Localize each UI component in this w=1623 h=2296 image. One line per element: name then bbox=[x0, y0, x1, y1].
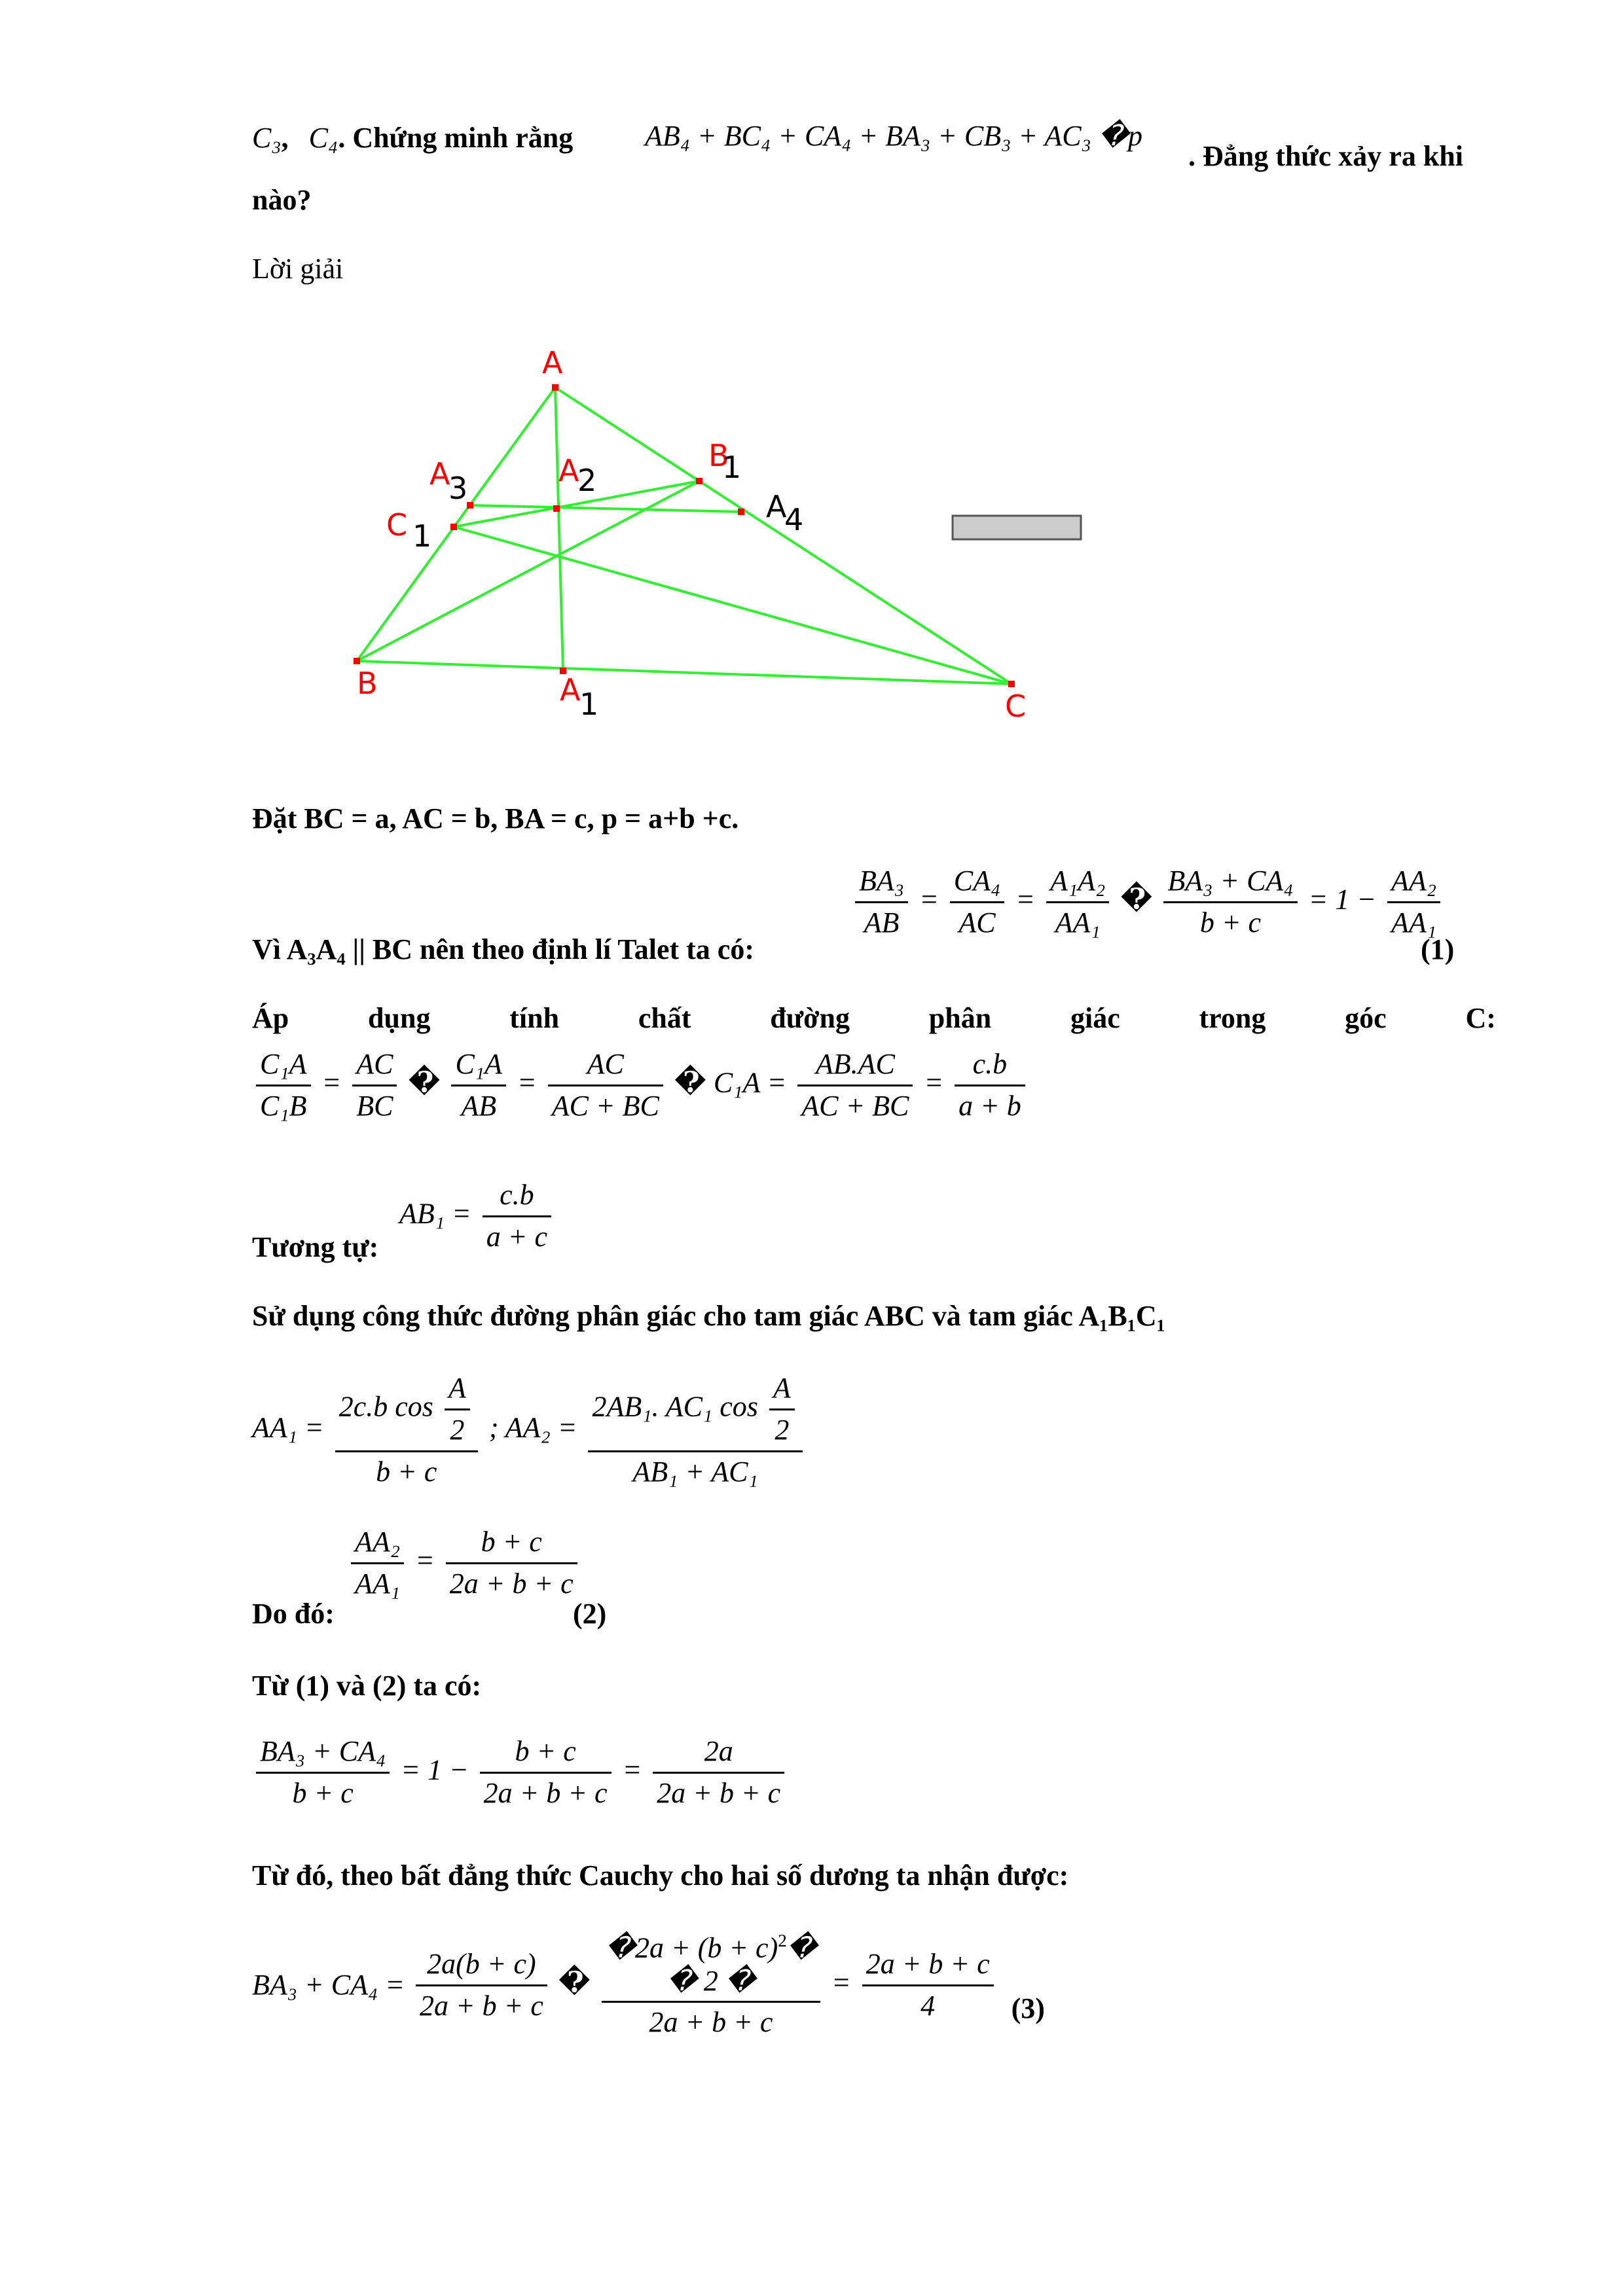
label-a4: A bbox=[766, 489, 787, 524]
label-c1: C bbox=[386, 507, 408, 543]
from-1-2: Từ (1) và (2) ta có: bbox=[252, 1670, 482, 1702]
side-ac bbox=[555, 387, 1012, 684]
geometry-figure bbox=[0, 0, 1623, 785]
bisector-line: Áp dụng tính chất đường phân giác trong góc C: bbox=[252, 1002, 1496, 1034]
prove-text: . Chứng minh rằng bbox=[338, 122, 574, 154]
setup-line: Đặt BC = a, AC = b, BA = c, p = a+b +c. bbox=[252, 802, 739, 834]
bisector-aa1 bbox=[555, 387, 563, 671]
label-a1: A bbox=[560, 672, 581, 708]
label-b1: B bbox=[708, 438, 729, 473]
label-c: C bbox=[1005, 689, 1027, 724]
figure-points bbox=[354, 384, 1015, 687]
gray-box bbox=[953, 516, 1081, 539]
question-end: nào? bbox=[252, 184, 312, 216]
label-a2-sub: 2 bbox=[577, 463, 597, 498]
segment-a3a4 bbox=[470, 505, 741, 512]
c4-symbol: C₄ bbox=[308, 122, 338, 154]
c3-symbol: C₃ bbox=[252, 122, 282, 154]
dodo-equation: $\frac{\text{AA₂}}{\text{AA₁}}$ = $\frac{b + c}{2a + b + c}$ bbox=[347, 1525, 581, 1602]
similar-label: Tương tự: bbox=[252, 1231, 379, 1263]
bisector-bb1 bbox=[357, 481, 699, 661]
equality-question: . Đẳng thức xảy ra khi bbox=[1188, 140, 1463, 172]
header-formula: AB₄ + BC₄ + CA₄ + BA₃ + CB₃ + AC₃ �p bbox=[645, 120, 1142, 152]
label-c1-sub: 1 bbox=[412, 518, 432, 554]
dodo-label: Do đó: bbox=[252, 1598, 335, 1630]
eq-number-2: (2) bbox=[573, 1598, 607, 1630]
ratio-equation: $\frac{\text{BA₃ + CA₄}}{b + c}$ = 1 − $\frac{b + c}{2a + b + c}$ = $\frac{2a}{2a + b + c}$ bbox=[252, 1734, 788, 1811]
bisector-equation: $\frac{\text{C₁A}}{\text{C₁B}}$ = $\frac{AC}{BC}$ � $\frac{\text{C₁A}}{AB}$ = $\frac{AC}{AC + BC}$ � C₁A = $\frac{AB.AC}{AC + BC}$ = $\frac{c.b}{a + b}$ bbox=[252, 1047, 1029, 1124]
solution-label: Lời giải bbox=[252, 253, 344, 285]
formula-intro: Sử dụng công thức đường phân giác cho tam giác ABC và tam giác A₁B₁C₁ bbox=[252, 1300, 1165, 1332]
final-equation: BA₃ + CA₄ = $\frac{2a(b + c)}{2a + b + c}$ � �2a + $(b + c)^2�$ � 2 � 2a + b + c = $\frac{2a + b + c}{4}$ (3) bbox=[252, 1931, 1045, 2038]
eq-number-1: (1) bbox=[1421, 933, 1455, 965]
label-a: A bbox=[542, 345, 563, 380]
bisector-cc1 bbox=[454, 527, 1012, 684]
label-a3: A bbox=[429, 456, 450, 492]
label-b: B bbox=[357, 666, 378, 701]
aa-formulas: AA₁ = 2c.b cos $\frac{A}{2}$ b + c ; AA₂ = 2AB₁. AC₁ cos $\frac{A}{2}$ AB₁ + AC₁ bbox=[252, 1371, 807, 1489]
problem-statement: C₃, C₄. Chứng minh rằng bbox=[252, 122, 574, 154]
talet-equation: $\frac{\text{BA₃}}{AB}$ = $\frac{\text{CA₄}}{AC}$ = $\frac{\text{A₁A₂}}{\text{AA₁}}$ � $\frac{\text{BA₃ + CA₄}}{b + c}$ = 1 − $\frac{\text{AA₂}}{\text{AA₁}}$ bbox=[851, 864, 1444, 941]
talet-text: Vì A₃A₄ || BC nên theo định lí Talet ta có: bbox=[252, 933, 754, 965]
label-a2: A bbox=[558, 453, 579, 488]
figure-lines bbox=[357, 387, 1012, 684]
label-a3-sub: 3 bbox=[448, 471, 468, 506]
label-a1-sub: 1 bbox=[579, 687, 599, 722]
side-bc bbox=[357, 661, 1012, 684]
label-b1-sub: 1 bbox=[722, 450, 742, 485]
similar-equation: AB₁ = $\frac{c.b}{a + c}$ bbox=[399, 1178, 555, 1255]
label-a4-sub: 4 bbox=[784, 502, 804, 537]
cauchy-line: Từ đó, theo bất đẳng thức Cauchy cho hai số dương ta nhận được: bbox=[252, 1859, 1069, 1892]
eq-number-3: (3) bbox=[1011, 1992, 1045, 2025]
